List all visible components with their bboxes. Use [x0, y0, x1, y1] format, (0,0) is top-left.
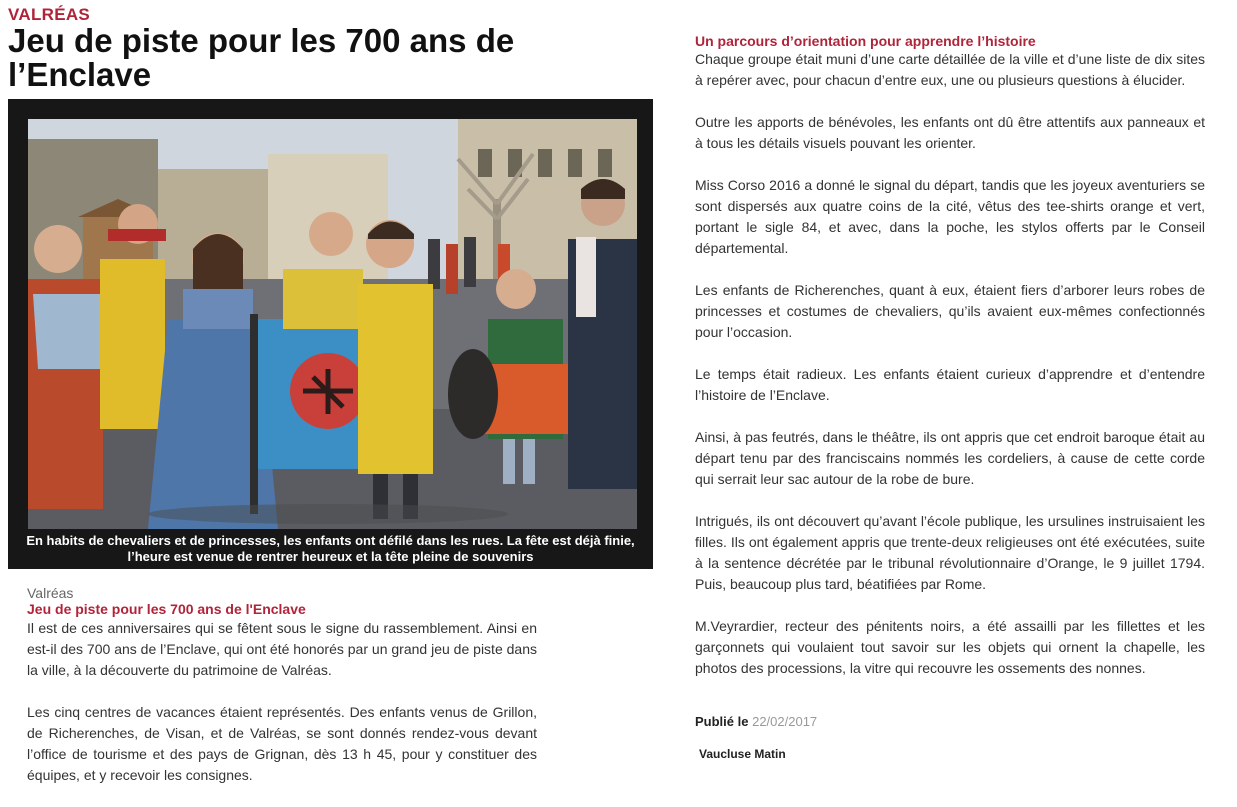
paragraph: Les cinq centres de vacances étaient représentés. Des enfants venus de Grillon, de Richerenches, de Visan, et de Valréas, se sont donnés rendez-vous devant l’office de tourisme et des pays de Grignan, dès 13 h 45, pour y constituer des équipes, et y recevoir les consignes. [27, 704, 537, 783]
section-title: Un parcours d’orientation pour apprendre l’histoire [695, 33, 1036, 49]
published-date: 22/02/2017 [752, 714, 818, 729]
paragraph: Intrigués, ils ont découvert qu’avant l’école publique, les ursulines instruisaient les filles. Ils ont également appris que trente-deux religieuses ont été exécutées, suite à la sentence décrétée par le tribunal révolutionnaire d’Orange, le 9 juillet 1794. Puis, beaucoup plus tard, béatifiées par Rome. [695, 513, 1205, 592]
paragraph: M.Veyrardier, recteur des pénitents noirs, a été assailli par les fillettes et les garçonnets qui voulaient tout savoir sur les objets qui ornent la chapelle, les photos des processions, la vitre qui recouvre les ossements des nonnes. [695, 618, 1205, 676]
paragraph: Ainsi, à pas feutrés, dans le théâtre, ils ont appris que cet endroit baroque était au départ tenu par des franciscains nommés les cordeliers, à cause de cette corde qui serrait leur sac autour de la robe de bure. [695, 429, 1205, 487]
article-photo [28, 119, 637, 529]
left-column [27, 585, 537, 807]
article-subtitle: Jeu de piste pour les 700 ans de l'Enclave [27, 601, 306, 617]
right-column [695, 33, 1205, 765]
paragraph: Les enfants de Richerenches, quant à eux, étaient fiers d’arborer leurs robes de princesses et costumes de chevaliers, qu’ils avaient eux-mêmes confectionnés pour l’occasion. [695, 282, 1205, 340]
published-label: Publié le [695, 714, 749, 729]
dateline-place: Valréas [27, 585, 74, 601]
paragraph: Chaque groupe était muni d’une carte détaillée de la ville et d’une liste de dix sites à repérer avec, pour chacun d’entre eux, une ou plusieurs questions à élucider. [695, 51, 1205, 88]
photo-caption-line-2: l’heure est venue de rentrer heureux et la tête pleine de souvenirs [127, 549, 534, 564]
photo-caption [8, 533, 653, 565]
paragraph: Outre les apports de bénévoles, les enfants ont dû être attentifs aux panneaux et à tous les détails visuels pouvant les orienter. [695, 114, 1205, 151]
kicker: VALRÉAS [8, 5, 91, 24]
paragraph: Le temps était radieux. Les enfants étaient curieux d’apprendre et d’entendre l’histoire de l’Enclave. [695, 366, 1205, 403]
source-name: Vaucluse Matin [699, 747, 786, 761]
paragraph: Il est de ces anniversaires qui se fêtent sous le signe du rassemblement. Ainsi en est-il des 700 ans de l’Enclave, qui ont été honorés par un grand jeu de piste dans la ville, à la découverte du patrimoine de Valréas. [27, 620, 537, 678]
photo-frame [8, 99, 653, 569]
page-title: Jeu de piste pour les 700 ans de l’Enclave [8, 22, 515, 93]
paragraph: Miss Corso 2016 a donné le signal du départ, tandis que les joyeux aventuriers se sont dispersés aux quatre coins de la cité, vêtus des tee-shirts orange et vert, portant le sigle 84, et avec, dans la poche, les stylos offerts par le Conseil départemental. [695, 177, 1205, 256]
photo-caption-line-1: En habits de chevaliers et de princesses, les enfants ont défilé dans les rues. La fête est déjà finie, [26, 533, 635, 548]
publication-info [695, 713, 1205, 730]
